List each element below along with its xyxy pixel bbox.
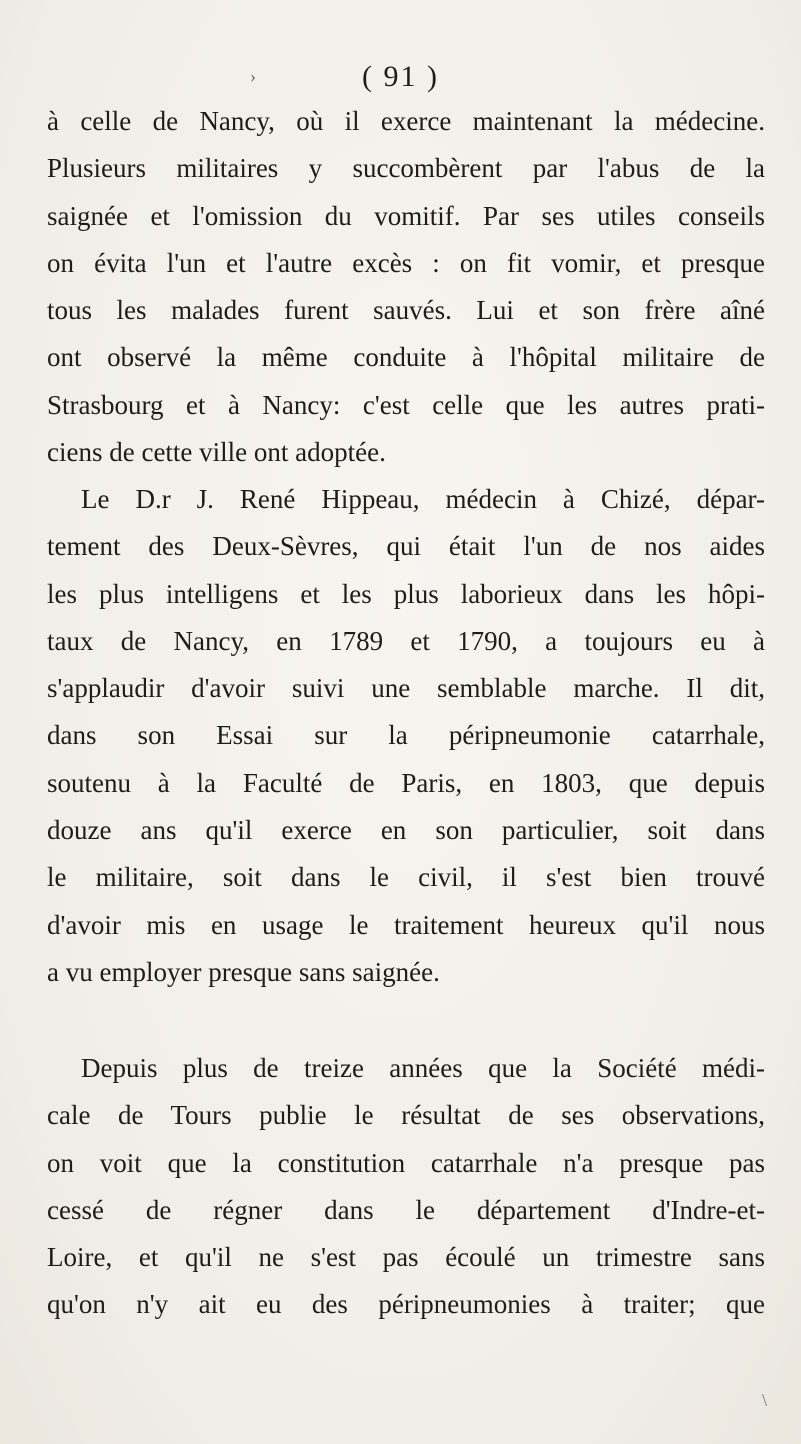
page-number: ( 91 ): [362, 60, 439, 93]
text-line: tement des Deux-Sèvres, qui était l'un de nos aides: [47, 531, 765, 562]
stray-mark: \: [762, 1390, 768, 1410]
page-header: [0, 60, 801, 94]
text-line: Le D.r J. René Hippeau, médecin à Chizé, dépar-: [81, 484, 765, 514]
text-line: cessé de régner dans le département d'Indre-et-: [47, 1194, 765, 1225]
text-line: Depuis plus de treize années que la Société médi-: [81, 1053, 765, 1083]
text-line: Plusieurs militaires y succombèrent par l'abus de la: [47, 153, 765, 184]
text-line: tous les malades furent sauvés. Lui et son frère aîné: [47, 295, 765, 326]
paragraph-3: [47, 1045, 765, 1329]
text-line: Strasbourg et à Nancy: c'est celle que les autres prati-: [47, 389, 765, 420]
text-line: douze ans qu'il exerce en son particulier, soit dans: [47, 815, 765, 846]
text-line: s'applaudir d'avoir suivi une semblable marche. Il dit,: [47, 673, 765, 704]
text-line: ont observé la même conduite à l'hôpital militaire de: [47, 342, 765, 373]
text-line: on évita l'un et l'autre excès : on fit vomir, et presque: [47, 247, 765, 278]
paragraph-2: [47, 476, 765, 996]
margin-mark: ›: [250, 66, 258, 86]
text-line: qu'on n'y ait eu des péripneumonies à traiter; que: [47, 1289, 765, 1320]
text-line: on voit que la constitution catarrhale n'a presque pas: [47, 1147, 765, 1178]
text-line: ciens de cette ville ont adoptée.: [47, 437, 386, 468]
text-line: cale de Tours publie le résultat de ses observations,: [47, 1100, 765, 1131]
paragraph-1: [47, 98, 765, 476]
text-line: le militaire, soit dans le civil, il s'est bien trouvé: [47, 862, 765, 893]
text-line: soutenu à la Faculté de Paris, en 1803, que depuis: [47, 767, 765, 798]
text-line: à celle de Nancy, où il exerce maintenant la médecine.: [47, 106, 765, 136]
text-line: Loire, et qu'il ne s'est pas écoulé un trimestre sans: [47, 1242, 765, 1273]
text-line: les plus intelligens et les plus laborieux dans les hôpi-: [47, 578, 765, 609]
text-line: dans son Essai sur la péripneumonie catarrhale,: [47, 720, 765, 751]
text-line: saignée et l'omission du vomitif. Par ses utiles conseils: [47, 200, 765, 231]
text-line: taux de Nancy, en 1789 et 1790, a toujours eu à: [47, 625, 765, 656]
text-line: d'avoir mis en usage le traitement heureux qu'il nous: [47, 909, 765, 940]
text-line: a vu employer presque sans saignée.: [47, 956, 440, 987]
